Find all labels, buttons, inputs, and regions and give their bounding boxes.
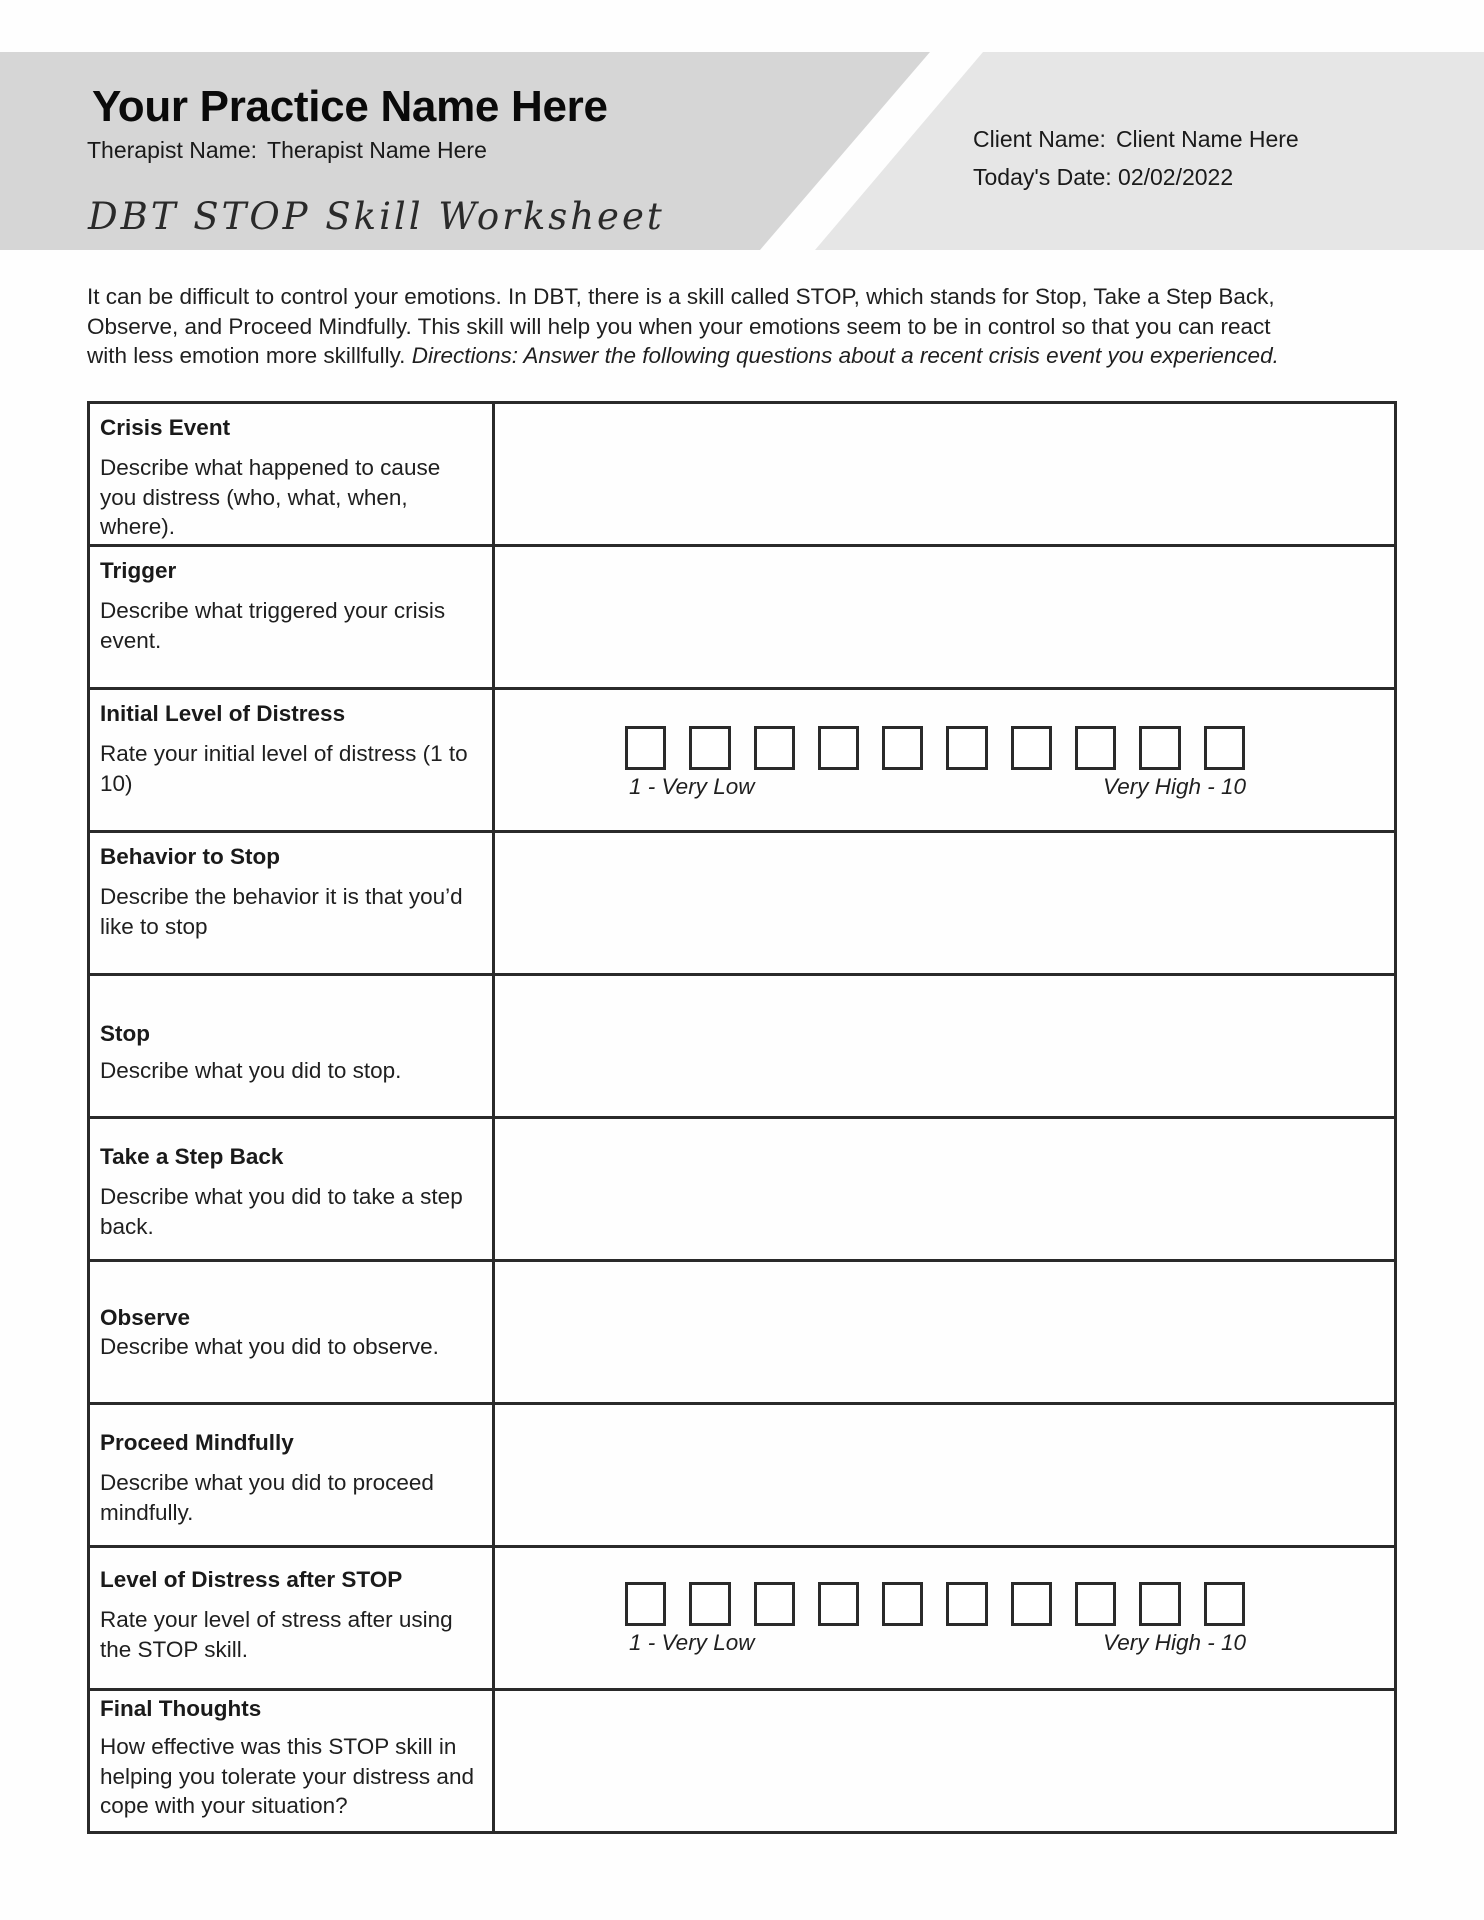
- table-row-final-thoughts: [90, 1691, 1394, 1831]
- row-description: Describe what happened to cause you distress (who, what, when, where).: [100, 455, 441, 539]
- rating-checkbox-3[interactable]: [754, 726, 795, 770]
- row-title: Level of Distress after STOP: [100, 1567, 403, 1592]
- row-label: [90, 404, 495, 544]
- rating-checkbox-7[interactable]: [1011, 1582, 1052, 1626]
- intro-line: It can be difficult to control your emotions. In DBT, there is a skill called STOP, which stands for Stop, Take a Step Back,: [87, 284, 1275, 309]
- practice-name: Your Practice Name Here: [92, 82, 608, 131]
- rating-scale: [625, 1582, 1245, 1656]
- row-title: Final Thoughts: [100, 1696, 262, 1721]
- directions-text: Directions: Answer the following questions about a recent crisis event you experienced.: [411, 343, 1279, 368]
- row-label: [90, 1691, 495, 1831]
- row-description: Describe what triggered your crisis event.: [100, 598, 446, 653]
- rating-scale: [625, 726, 1245, 800]
- rating-checkbox-5[interactable]: [882, 1582, 923, 1626]
- row-title: Take a Step Back: [100, 1144, 284, 1169]
- row-title: Behavior to Stop: [100, 844, 281, 869]
- row-description: Describe what you did to proceed mindfully.: [100, 1470, 434, 1525]
- rating-max-label: Very High - 10: [1103, 1630, 1246, 1655]
- row-label: [90, 976, 495, 1116]
- client-name-field[interactable]: Client Name Here: [1115, 126, 1299, 152]
- table-row-crisis-event: [90, 404, 1394, 547]
- table-row-distress-after-stop: [90, 1548, 1394, 1691]
- row-description: Rate your level of stress after using the STOP skill.: [100, 1607, 453, 1662]
- table-row-observe: [90, 1262, 1394, 1405]
- row-title: Initial Level of Distress: [100, 701, 346, 726]
- row-title: Crisis Event: [100, 415, 231, 440]
- rating-checkbox-10[interactable]: [1204, 1582, 1245, 1626]
- rating-checkbox-3[interactable]: [754, 1582, 795, 1626]
- rating-checkbox-9[interactable]: [1139, 1582, 1180, 1626]
- proceed-mindfully-answer-field[interactable]: [495, 1405, 1394, 1545]
- row-title: Proceed Mindfully: [100, 1430, 294, 1455]
- date-label: Today's Date:: [973, 164, 1112, 190]
- rating-checkbox-1[interactable]: [625, 1582, 666, 1626]
- rating-checkboxes: [625, 1582, 1245, 1626]
- worksheet-title: DBT STOP Skill Worksheet: [88, 194, 665, 238]
- table-row-behavior-to-stop: [90, 833, 1394, 976]
- intro-line: Observe, and Proceed Mindfully. This skill will help you when your emotions seem to be in control so that you can react: [87, 313, 1271, 339]
- row-label: [90, 1405, 495, 1545]
- rating-checkbox-9[interactable]: [1139, 726, 1180, 770]
- table-row-proceed-mindfully: [90, 1405, 1394, 1548]
- row-description: Describe what you did to take a step back.: [100, 1184, 463, 1239]
- row-description: Describe what you did to observe.: [100, 1334, 439, 1359]
- rating-checkbox-4[interactable]: [818, 726, 859, 770]
- row-description: Describe what you did to stop.: [100, 1058, 402, 1083]
- rating-checkbox-10[interactable]: [1204, 726, 1245, 770]
- table-row-take-a-step-back: [90, 1119, 1394, 1262]
- intro-text: with less emotion more skillfully.: [87, 343, 406, 368]
- rating-checkbox-8[interactable]: [1075, 726, 1116, 770]
- observe-answer-field[interactable]: [495, 1262, 1394, 1402]
- therapist-label: Therapist Name:: [87, 137, 258, 163]
- distress-after-stop-rating: [495, 1548, 1394, 1688]
- therapist-name-field[interactable]: Therapist Name Here: [267, 137, 487, 163]
- rating-checkbox-7[interactable]: [1011, 726, 1052, 770]
- date-field[interactable]: 02/02/2022: [1118, 164, 1234, 190]
- row-label: [90, 833, 495, 973]
- row-description: Describe the behavior it is that you’d like to stop: [100, 884, 463, 939]
- client-line: [973, 126, 1299, 153]
- rating-checkboxes: [625, 726, 1245, 770]
- crisis-event-answer-field[interactable]: [495, 404, 1394, 544]
- row-label: [90, 1262, 495, 1402]
- table-row-stop: [90, 976, 1394, 1119]
- rating-labels: [625, 1630, 1246, 1656]
- client-label: Client Name:: [973, 126, 1106, 152]
- intro-paragraph: [87, 282, 1407, 371]
- take-a-step-back-answer-field[interactable]: [495, 1119, 1394, 1259]
- row-title: Stop: [100, 1021, 150, 1046]
- row-label: [90, 690, 495, 830]
- worksheet-table: [87, 401, 1397, 1834]
- rating-checkbox-6[interactable]: [946, 726, 987, 770]
- trigger-answer-field[interactable]: [495, 547, 1394, 687]
- row-title: Observe: [100, 1305, 191, 1330]
- table-row-trigger: [90, 547, 1394, 690]
- rating-max-label: Very High - 10: [1103, 774, 1246, 799]
- rating-checkbox-2[interactable]: [689, 726, 730, 770]
- rating-min-label: 1 - Very Low: [629, 774, 755, 799]
- stop-answer-field[interactable]: [495, 976, 1394, 1116]
- rating-checkbox-2[interactable]: [689, 1582, 730, 1626]
- rating-checkbox-1[interactable]: [625, 726, 666, 770]
- final-thoughts-answer-field[interactable]: [495, 1691, 1394, 1831]
- row-label: [90, 547, 495, 687]
- row-title: Trigger: [100, 558, 177, 583]
- rating-labels: [625, 774, 1246, 800]
- intro-line: [87, 341, 1407, 371]
- rating-min-label: 1 - Very Low: [629, 1630, 755, 1655]
- table-row-initial-distress: [90, 690, 1394, 833]
- therapist-line: [87, 137, 487, 164]
- rating-checkbox-8[interactable]: [1075, 1582, 1116, 1626]
- rating-checkbox-4[interactable]: [818, 1582, 859, 1626]
- rating-checkbox-5[interactable]: [882, 726, 923, 770]
- rating-checkbox-6[interactable]: [946, 1582, 987, 1626]
- date-line: [973, 164, 1233, 191]
- row-description: Rate your initial level of distress (1 to 10): [100, 741, 468, 796]
- row-label: [90, 1119, 495, 1259]
- behavior-to-stop-answer-field[interactable]: [495, 833, 1394, 973]
- initial-distress-rating: [495, 690, 1394, 830]
- row-description: How effective was this STOP skill in helping you tolerate your distress and cope with your situation?: [100, 1734, 474, 1818]
- row-label: [90, 1548, 495, 1688]
